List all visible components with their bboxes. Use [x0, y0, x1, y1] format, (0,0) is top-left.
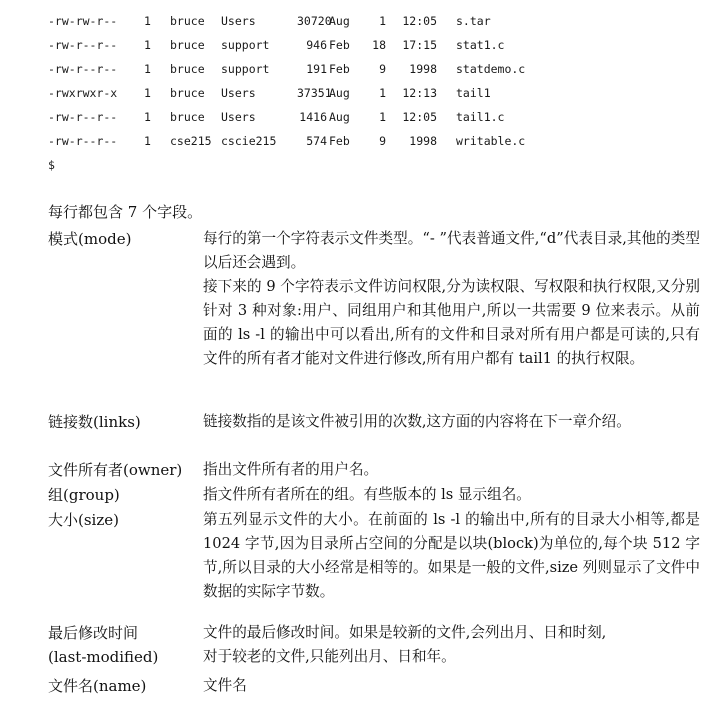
desc-paragraph: 文件的最后修改时间。如果是较新的文件,会列出月、日和时刻, [203, 624, 607, 641]
time: 1998 [409, 134, 437, 148]
day: 1 [379, 110, 386, 124]
filename: tail1 [456, 86, 491, 100]
field-desc-group [203, 483, 700, 507]
group: support [221, 38, 270, 52]
permissions: -rw-r--r-- [48, 110, 118, 124]
time: 12:13 [402, 86, 437, 100]
day: 1 [379, 14, 386, 28]
filename: statdemo.c [456, 62, 526, 76]
month: Feb [329, 38, 350, 52]
month: Feb [329, 62, 350, 76]
field-desc-mode [203, 227, 700, 371]
time: 17:15 [402, 38, 437, 52]
shell-prompt: $ [48, 158, 55, 172]
link-count: 1 [144, 14, 151, 28]
permissions: -rw-r--r-- [48, 62, 118, 76]
size: 191 [306, 62, 327, 76]
time: 1998 [409, 62, 437, 76]
link-count: 1 [144, 110, 151, 124]
filename: stat1.c [456, 38, 505, 52]
permissions: -rw-r--r-- [48, 134, 118, 148]
desc-paragraph: 第五列显示文件的大小。在前面的 ls -l 的输出中,所有的目录大小相等,都是 1024 字节,因为目录所占空间的分配是以块(block)为单位的,每个块 512 字节,所以目录的大小经常是相等的。如果是一般的文件,size 列则显示了文件中数据的实际字节数。 [203, 511, 700, 600]
field-label-owner: 文件所有者(owner) [48, 461, 183, 479]
desc-paragraph: 对于较老的文件,只能列出月、日和年。 [203, 648, 456, 665]
owner: bruce [170, 14, 205, 28]
field-desc-size [203, 508, 700, 604]
link-count: 1 [144, 86, 151, 100]
desc-paragraph: 链接数指的是该文件被引用的次数,这方面的内容将在下一章介绍。 [203, 413, 631, 430]
day: 9 [379, 62, 386, 76]
permissions: -rwxrwxr-x [48, 86, 118, 100]
owner: bruce [170, 86, 205, 100]
link-count: 1 [144, 62, 151, 76]
desc-paragraph: 指文件所有者所在的组。有些版本的 ls 显示组名。 [203, 486, 531, 503]
intro-sentence: 每行都包含 7 个字段。 [48, 203, 203, 221]
field-label-last-modified: 最后修改时间 [48, 624, 139, 642]
field-desc-owner [203, 458, 700, 482]
desc-paragraph: 接下来的 9 个字符表示文件访问权限,分为读权限、写权限和执行权限,又分别针对 3 种对象:用户、同组用户和其他用户,所以一共需要 9 位来表示。从前面的 ls -l 的输出中可以看出,所有的文件和目录对所有用户都是可读的,只有文件的所有者才能对文件进行修改,所有用户都有 tail1 的执行权限。 [203, 278, 700, 367]
field-label-size: 大小(size) [48, 511, 119, 529]
filename: s.tar [456, 14, 491, 28]
group: Users [221, 110, 256, 124]
day: 18 [372, 38, 386, 52]
month: Aug [329, 86, 350, 100]
day: 9 [379, 134, 386, 148]
size: 37351 [297, 86, 332, 100]
time: 12:05 [402, 14, 437, 28]
field-desc-last-modified [203, 621, 700, 669]
desc-paragraph: 指出文件所有者的用户名。 [203, 461, 379, 478]
group: Users [221, 86, 256, 100]
size: 946 [306, 38, 327, 52]
owner: cse215 [170, 134, 212, 148]
field-label-last-modified-en: (last-modified) [48, 648, 159, 666]
field-label-group: 组(group) [48, 486, 120, 504]
link-count: 1 [144, 134, 151, 148]
month: Feb [329, 134, 350, 148]
field-desc-name [203, 674, 700, 698]
desc-paragraph: 文件名 [203, 677, 247, 694]
group: support [221, 62, 270, 76]
month: Aug [329, 110, 350, 124]
field-label-name: 文件名(name) [48, 677, 147, 695]
field-label-mode: 模式(mode) [48, 230, 132, 248]
permissions: -rw-rw-r-- [48, 14, 118, 28]
group: Users [221, 14, 256, 28]
group: cscie215 [221, 134, 277, 148]
link-count: 1 [144, 38, 151, 52]
desc-paragraph: 每行的第一个字符表示文件类型。“- ”代表普通文件,“d”代表目录,其他的类型以后还会遇到。 [203, 230, 700, 271]
size: 574 [306, 134, 327, 148]
month: Aug [329, 14, 350, 28]
owner: bruce [170, 110, 205, 124]
permissions: -rw-r--r-- [48, 38, 118, 52]
time: 12:05 [402, 110, 437, 124]
size: 1416 [299, 110, 327, 124]
owner: bruce [170, 62, 205, 76]
size: 30720 [297, 14, 332, 28]
filename: tail1.c [456, 110, 505, 124]
day: 1 [379, 86, 386, 100]
field-desc-links [203, 410, 700, 434]
field-label-links: 链接数(links) [48, 413, 141, 431]
owner: bruce [170, 38, 205, 52]
filename: writable.c [456, 134, 526, 148]
